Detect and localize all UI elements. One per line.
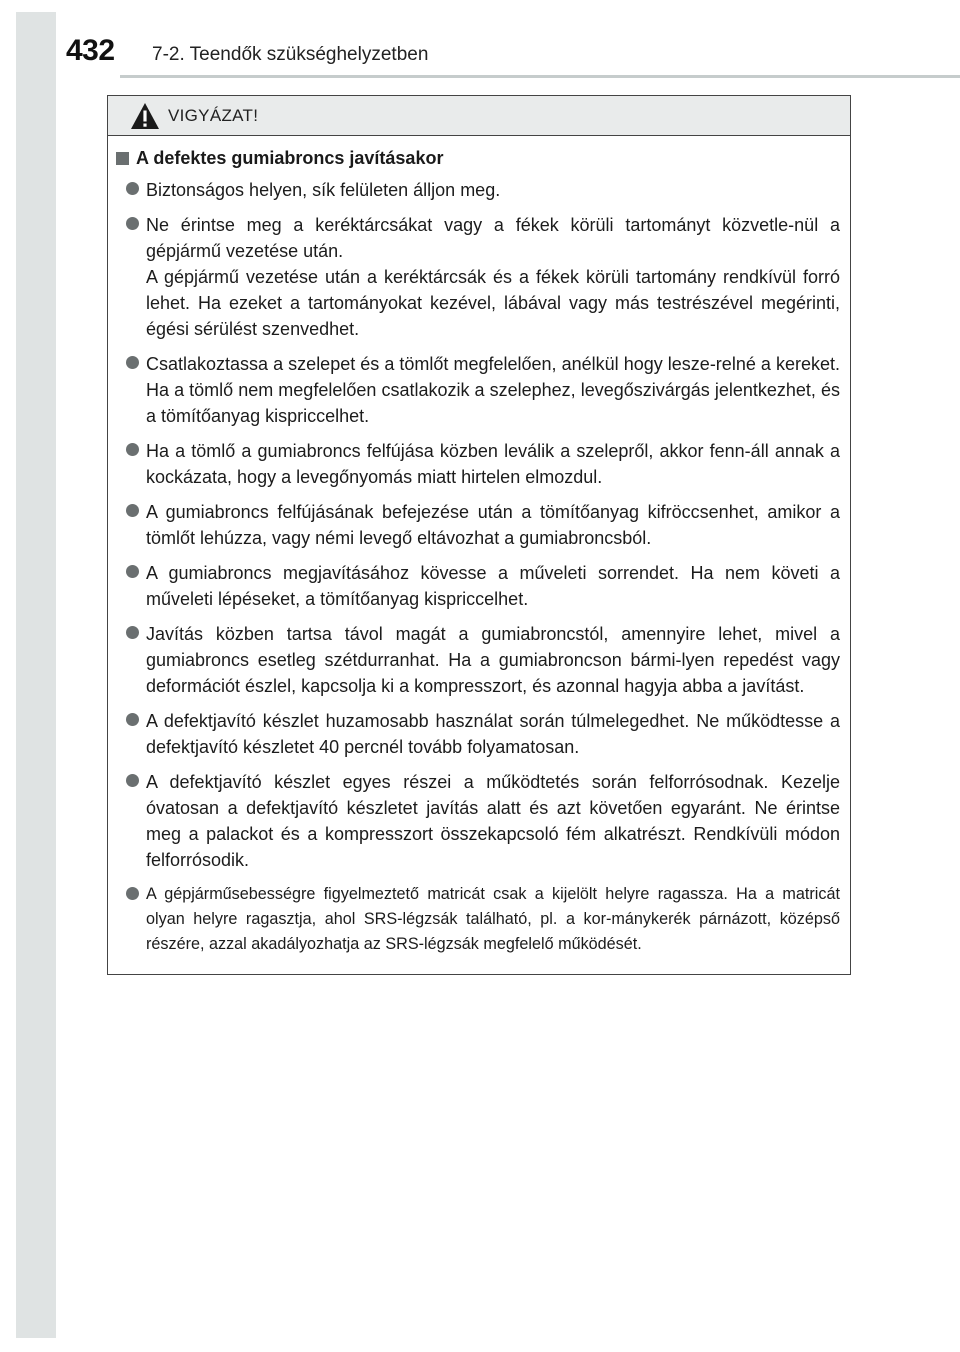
list-item-text [146, 882, 840, 957]
list-item [116, 708, 840, 760]
list-item-text [146, 351, 840, 429]
page-number: 432 [66, 34, 115, 67]
caution-title: VIGYÁZAT! [168, 105, 259, 125]
list-item-text [146, 438, 840, 490]
list-item [116, 212, 840, 342]
list-item-text [146, 621, 840, 699]
header-divider [120, 75, 960, 78]
list-item [116, 177, 840, 203]
paragraph: A gumiabroncs megjavításához kövesse a műveleti sorrendet. Ha nem követi a műveleti lépéseket, a tömítőanyag kispriccelhet. [146, 563, 840, 609]
chapter-title: 7-2. Teendők szükséghelyzetben [152, 44, 429, 65]
bullet-icon [126, 887, 139, 900]
list-item-text [146, 708, 840, 760]
bullet-icon [126, 565, 139, 578]
paragraph: A defektjavító készlet huzamosabb használat során túlmelegedhet. Ne működtesse a defektjavító készletet 40 percnél tovább folyamatosan. [146, 711, 840, 757]
paragraph: Biztonságos helyen, sík felületen álljon meg. [146, 180, 501, 200]
list-item-text [146, 212, 840, 342]
bullet-icon [126, 713, 139, 726]
list-item-text [146, 769, 840, 873]
page-header [56, 34, 946, 80]
list-item [116, 769, 840, 873]
paragraph: A gumiabroncs felfújásának befejezése után a tömítőanyag kifröccsenhet, amikor a tömlőt lehúzza, vagy némi levegő eltávozhat a gumiabroncsból. [146, 502, 840, 548]
caution-body [108, 136, 850, 957]
caution-box [107, 95, 851, 975]
list-item [116, 560, 840, 612]
paragraph: Javítás közben tartsa távol magát a gumiabroncstól, amennyire lehet, mivel a gumiabroncs esetleg szétdurranhat. Ha a gumiabroncson bármi-lyen repedést vagy deformációt észlel, kapcsolja ki a kompresszort, és azonnal hagyja abba a javítást. [146, 624, 840, 696]
bullet-icon [126, 182, 139, 195]
list-item-text [146, 560, 840, 612]
list-item [116, 351, 840, 429]
warning-triangle-icon [130, 102, 160, 130]
paragraph: Csatlakoztassa a szelepet és a tömlőt megfelelően, anélkül hogy lesze-relné a kereket. Ha a tömlő nem megfelelően csatlakozik a szelephez, levegőszivárgás jelentkezhet, és a tömítőanyag kispriccelhet. [146, 354, 840, 426]
bullet-icon [126, 626, 139, 639]
paragraph: A gépjárműsebességre figyelmeztető matricát csak a kijelölt helyre ragassza. Ha a matricát olyan helyre ragasztja, ahol SRS-légzsák található, pl. a kor-mánykerék párnázott, középső részére, azzal akadályozhatja az SRS-légzsák megfelelő működését. [146, 885, 840, 953]
bullet-icon [126, 356, 139, 369]
list-item-text [146, 499, 840, 551]
list-item [116, 882, 840, 957]
paragraph: Ha a tömlő a gumiabroncs felfújása közben leválik a szelepről, akkor fenn-áll annak a kockázata, hogy a levegőnyomás miatt hirtelen elmozdul. [146, 441, 840, 487]
paragraph: A defektjavító készlet egyes részei a működtetés során felforrósodnak. Kezelje óvatosan a defektjavító készletet javítás alatt és azt követően egyaránt. Ne érintse meg a palackot és a kompresszort összekapcsoló fém alkatrészt. Rendkívüli módon felforrósodik. [146, 772, 840, 870]
bullet-icon [126, 443, 139, 456]
list-item-text [146, 177, 840, 203]
bullet-icon [126, 774, 139, 787]
bullet-icon [126, 504, 139, 517]
bullet-icon [126, 217, 139, 230]
list-item [116, 499, 840, 551]
paragraph: A gépjármű vezetése után a keréktárcsák és a fékek körüli tartomány rendkívül forró lehet. Ha ezeket a tartományokat kezével, lábával vagy más testrészével megérinti, égési sérülést szenvedhet. [146, 267, 840, 339]
section-title: A defektes gumiabroncs javításakor [136, 148, 444, 168]
paragraph: Ne érintse meg a keréktárcsákat vagy a fékek körüli tartományt közvetle-nül a gépjármű vezetése után. [146, 215, 840, 261]
section-heading [116, 148, 840, 169]
caution-header [108, 96, 850, 136]
list-item [116, 438, 840, 490]
list-item [116, 621, 840, 699]
page-side-tab [16, 12, 56, 1338]
square-bullet-icon [116, 152, 129, 165]
